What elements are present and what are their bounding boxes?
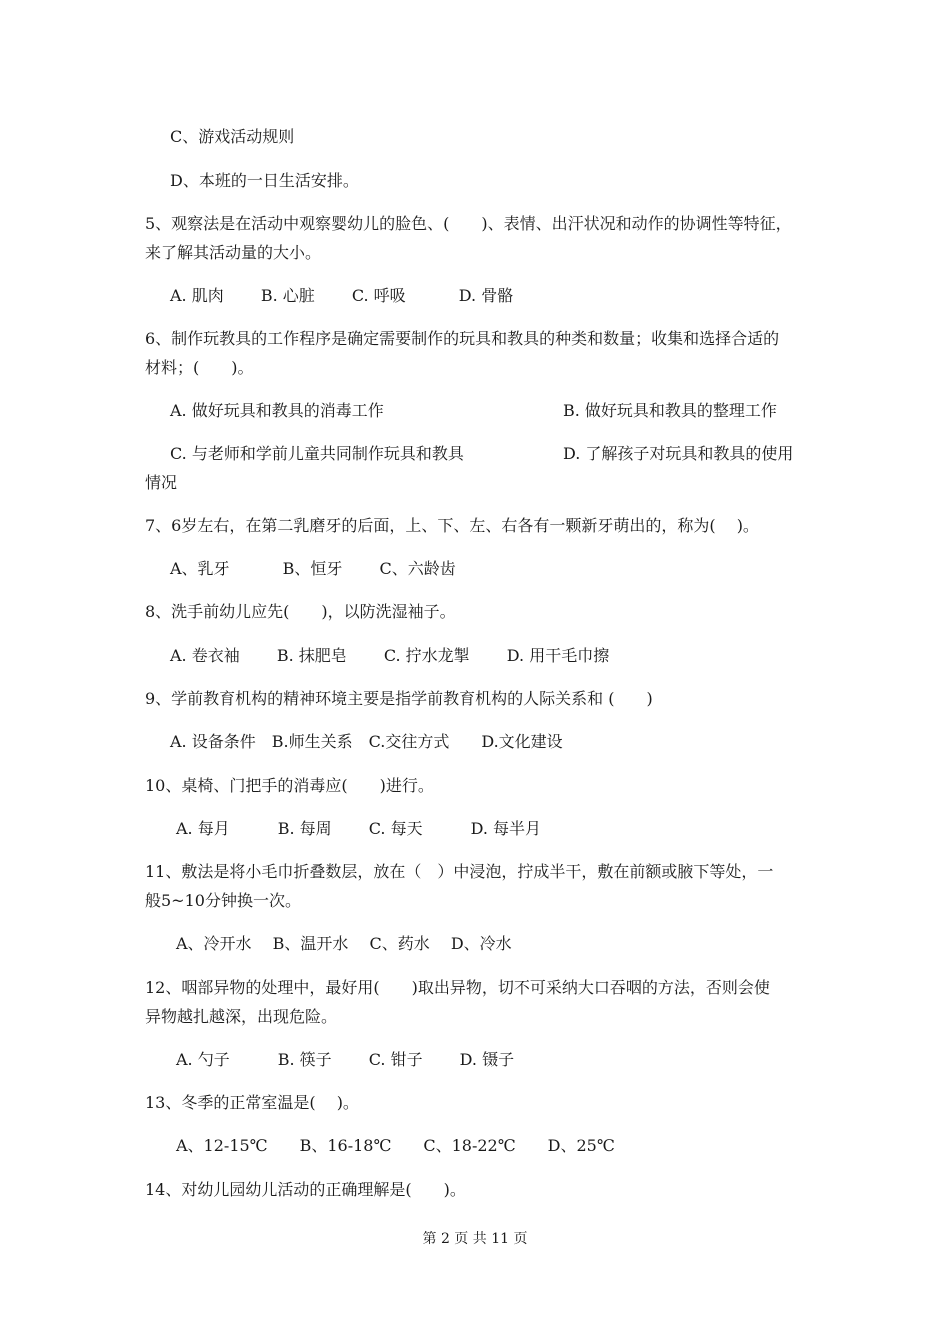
question-8-options: A. 卷衣袖 B. 抹肥皂 C. 拧水龙掣 D. 用干毛巾擦 <box>170 646 610 665</box>
question-8-text: 8、洗手前幼儿应先( )，以防洗湿袖子。 <box>145 602 456 621</box>
page-number-footer: 第 2 页 共 11 页 <box>422 1231 528 1247</box>
question-12-text: 12、咽部异物的处理中，最好用( )取出异物，切不可采纳大口吞咽的方法，否则会使 <box>145 978 770 997</box>
question-11-text: 11、敷法是将小毛巾折叠数层，放在（ ）中浸泡，拧成半干，敷在前额或腋下等处，一 <box>145 862 774 881</box>
question-6-option-d-cont: 情况 <box>145 473 178 492</box>
question-14-text: 14、对幼儿园幼儿活动的正确理解是( )。 <box>145 1180 466 1199</box>
question-7-text: 7、6岁左右，在第二乳磨牙的后面，上、下、左、右各有一颗新牙萌出的，称为( )。 <box>145 516 759 535</box>
question-10-text: 10、桌椅、门把手的消毒应( )进行。 <box>145 776 434 795</box>
question-9-options: A. 设备条件 B.师生关系 C.交往方式 D.文化建设 <box>170 732 563 751</box>
question-5-options: A. 肌肉 B. 心脏 C. 呼吸 D. 骨骼 <box>170 286 514 305</box>
question-6-text: 6、制作玩教具的工作程序是确定需要制作的玩具和教具的种类和数量；收集和选择合适的 <box>145 329 780 348</box>
question-4-option-d: D、本班的一日生活安排。 <box>170 171 359 190</box>
question-11-text-cont: 般5~10分钟换一次。 <box>145 891 301 910</box>
question-6-text-cont: 材料；( )。 <box>145 358 254 377</box>
question-5-text: 5、观察法是在活动中观察婴幼儿的脸色、( )、表情、出汗状况和动作的协调性等特征， <box>145 214 792 233</box>
question-5-text-cont: 来了解其活动量的大小。 <box>145 243 322 262</box>
question-6-option-d: D. 了解孩子对玩具和教具的使用 <box>563 444 794 463</box>
question-6-option-b: B. 做好玩具和教具的整理工作 <box>563 401 777 420</box>
question-6-option-c: C. 与老师和学前儿童共同制作玩具和教具 <box>170 444 464 463</box>
question-12-options: A. 勺子 B. 筷子 C. 钳子 D. 镊子 <box>176 1050 515 1069</box>
question-6-option-a: A. 做好玩具和教具的消毒工作 <box>170 401 384 420</box>
question-10-options: A. 每月 B. 每周 C. 每天 D. 每半月 <box>176 819 542 838</box>
question-9-text: 9、学前教育机构的精神环境主要是指学前教育机构的人际关系和 ( ) <box>145 689 653 708</box>
question-13-options: A、12-15℃ B、16-18℃ C、18-22℃ D、25℃ <box>176 1136 615 1155</box>
question-13-text: 13、冬季的正常室温是( )。 <box>145 1093 359 1112</box>
question-11-options: A、冷开水 B、温开水 C、药水 D、冷水 <box>176 934 512 953</box>
question-7-options: A、乳牙 B、恒牙 C、六龄齿 <box>170 559 456 578</box>
question-12-text-cont: 异物越扎越深，出现危险。 <box>145 1007 338 1026</box>
question-4-option-c: C、游戏活动规则 <box>170 127 295 146</box>
